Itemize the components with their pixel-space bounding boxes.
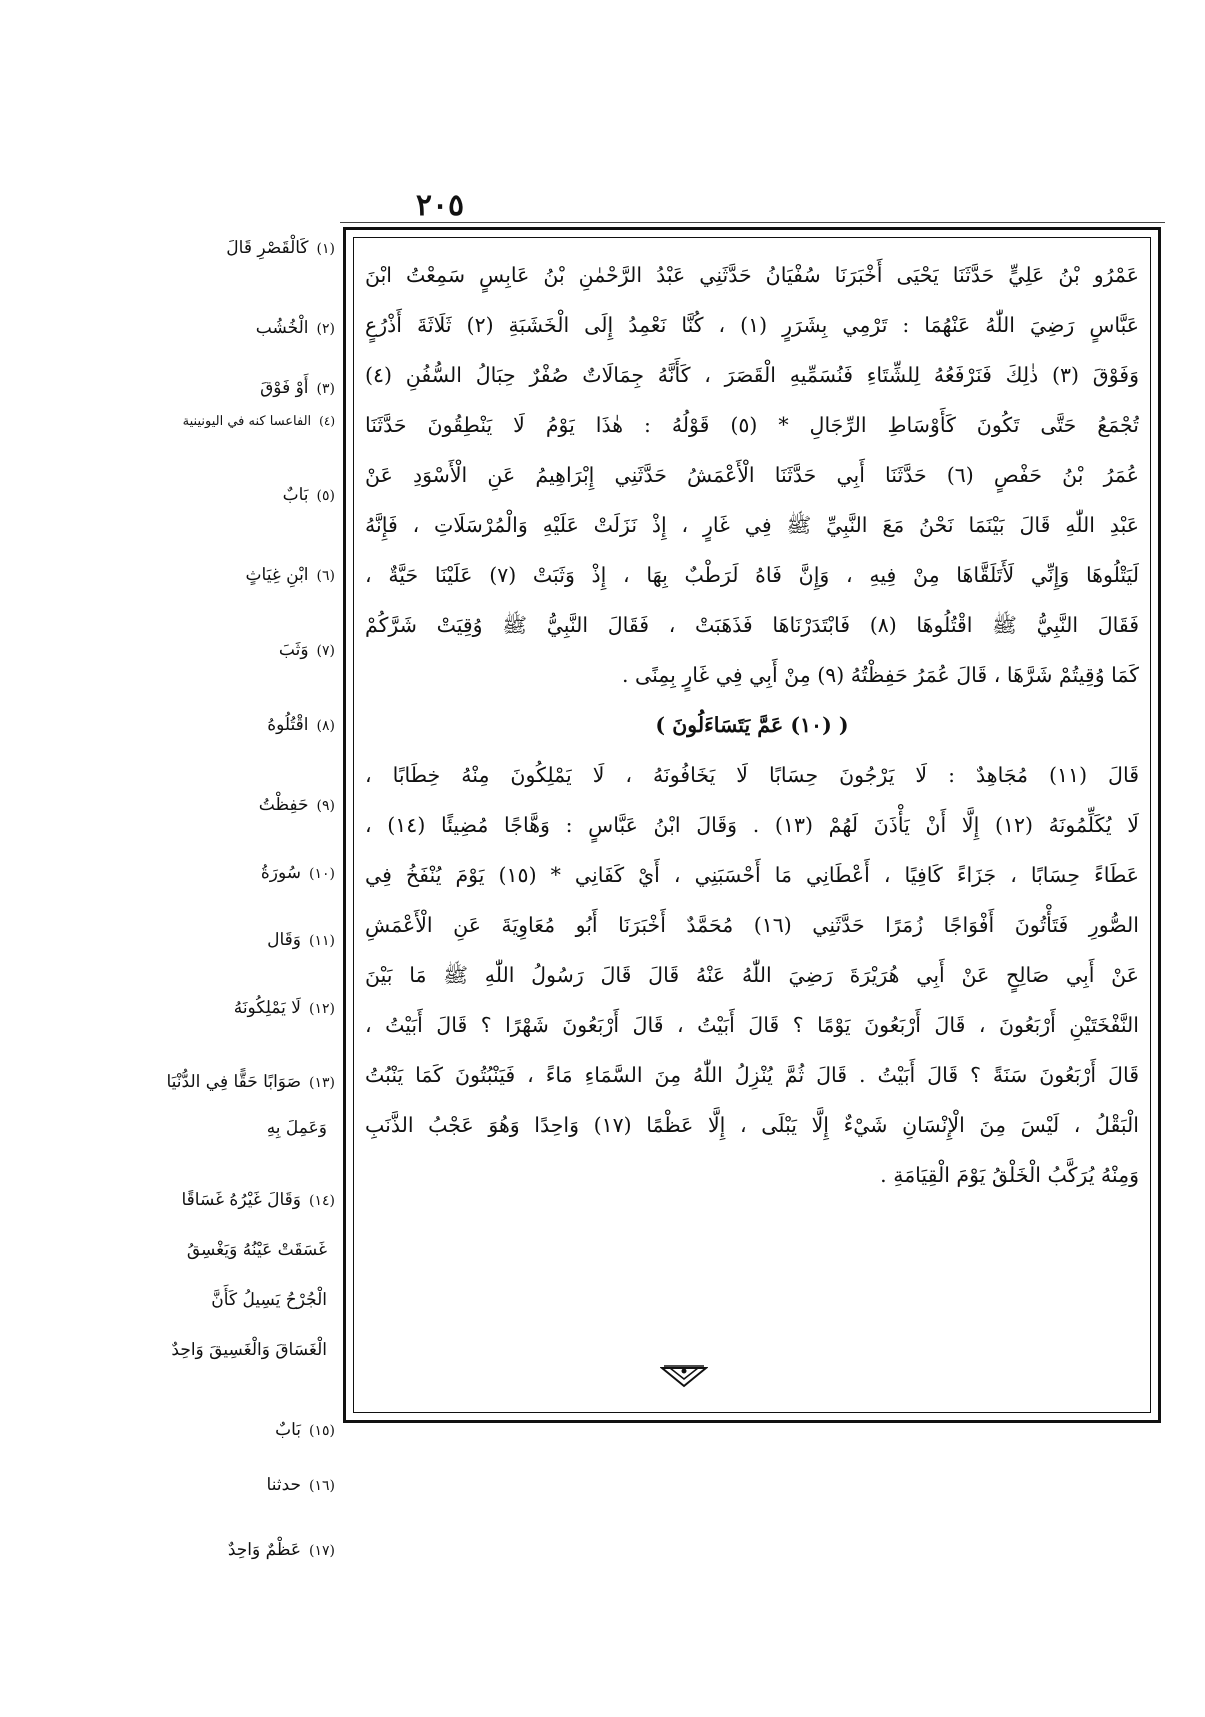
margin-note: (٤)الفاعسا كنه في اليونينية <box>182 414 335 429</box>
main-text-block <box>365 250 1139 1200</box>
margin-note: (١٢)لَا يَمْلِكُونَهُ <box>233 998 335 1018</box>
main-line: وَمِنْهُ يُرَكَّبُ الْخَلْقُ يَوْمَ الْقِيَامَةِ . <box>880 1163 1139 1187</box>
main-line: الْبَقْلُ ، لَيْسَ مِنَ الْإِنْسَانِ شَيْءٌ إِلَّا يَبْلَى ، إِلَّا عَظْمًا (١٧) وَاحِدًا وَهُوَ عَجْبُ الذَّنَبِ <box>365 1113 1139 1137</box>
main-line: الصُّورِ فَتَأْتُونَ أَفْوَاجًا زُمَرًا حَدَّثَنِي (١٦) مُحَمَّدٌ أَخْبَرَنَا أَبُو مُعَاوِيَةَ عَنِ الْأَعْمَشِ <box>365 913 1139 937</box>
main-line: عَنْ أَبِي صَالِحٍ عَنْ أَبِي هُرَيْرَةَ رَضِيَ اللّٰهُ عَنْهُ قَالَ قَالَ رَسُولُ اللّٰهِ ﷺ مَا بَيْنَ <box>365 963 1139 987</box>
ornament-icon <box>660 1362 708 1390</box>
margin-note: (٦)ابْنِ غِيَاثٍ <box>245 565 335 585</box>
margin-note: (١١)وَقَال <box>267 930 335 950</box>
main-line: عَطَاءً حِسَابًا ، جَزَاءً كَافِيًا ، أَعْطَانِي مَا أَحْسَبَنِي ، أَيْ كَفَانِي * (١٥) يَوْمَ يُنْفَخُ فِي <box>365 863 1139 887</box>
main-line: لَا يُكَلِّمُونَهُ (١٢) إِلَّا أَنْ يَأْذَنَ لَهُمْ (١٣) . وَقَالَ ابْنُ عَبَّاسٍ : وَهَّاجًا مُضِيئًا (١٤) ، <box>365 813 1139 837</box>
margin-note: (١)كَالْقَصْرِ قَالَ <box>226 238 335 258</box>
main-line: كَمَا وُقِيتُمْ شَرَّهَا ، قَالَ عُمَرُ حَفِظْتُهُ (٩) مِنْ أَبِي فِي غَارٍ بِمِنًى . <box>621 663 1139 687</box>
margin-note: (٨)اقْتُلُوهُ <box>267 715 335 735</box>
margin-note: وَعَمِلَ بِهِ <box>266 1118 327 1138</box>
chapter-heading: ( (١٠) عَمَّ يَتَسَاءَلُونَ ) <box>655 713 849 737</box>
margin-note: غَسَقَتْ عَيْنُهُ وَيَغْسِقُ <box>186 1240 327 1260</box>
margin-note: (١٧)عَظْمٌ وَاحِدٌ <box>227 1540 335 1560</box>
margin-note: (١٥)بَابٌ <box>275 1420 335 1440</box>
margin-note: (٣)أَوْ فَوْقَ <box>260 378 335 398</box>
main-line: لَيَتْلُوهَا وَإِنِّي لَأَتَلَقَّاهَا مِنْ فِيهِ ، وَإِنَّ فَاهُ لَرَطْبٌ بِهَا ، إِذْ وَثَبَتْ (٧) عَلَيْنَا حَيَّةٌ ، <box>365 563 1139 587</box>
margin-note: (٩)حَفِظْتُ <box>258 795 335 815</box>
main-line: عَمْرُو بْنُ عَلِيٍّ حَدَّثَنَا يَحْيَى أَخْبَرَنَا سُفْيَانُ حَدَّثَنِي عَبْدُ الرَّحْمٰنِ بْنُ عَابِسٍ سَمِعْتُ ابْنَ <box>365 263 1139 287</box>
top-rule <box>340 222 1165 223</box>
margin-note: (٥)بَابٌ <box>282 485 335 505</box>
main-line: تُجْمَعُ حَتَّى تَكُونَ كَأَوْسَاطِ الرِّجَالِ * (٥) قَوْلُهُ : هٰذَا يَوْمُ لَا يَنْطِقُونَ حَدَّثَنَا <box>365 413 1139 437</box>
margin-note: (١٦)حدثنا <box>266 1475 335 1495</box>
main-line: وَفَوْقَ (٣) ذٰلِكَ فَنَرْفَعُهُ لِلشِّتَاءِ فَنُسَمِّيهِ الْقَصَرَ ، كَأَنَّهُ جِمَالَاتٌ صُفْرٌ حِبَالُ السُّفُنِ (٤) <box>365 363 1139 387</box>
main-line: النَّفْخَتَيْنِ أَرْبَعُونَ ، قَالَ أَرْبَعُونَ يَوْمًا ؟ قَالَ أَبَيْتُ ، قَالَ أَرْبَعُونَ شَهْرًا ؟ قَالَ أَبَيْتُ ، <box>365 1013 1139 1037</box>
margin-note: الْغَسَاقَ وَالْغَسِيقَ وَاحِدٌ <box>171 1340 327 1360</box>
main-line: قَالَ (١١) مُجَاهِدٌ : لَا يَرْجُونَ حِسَابًا لَا يَخَافُونَهُ ، لَا يَمْلِكُونَ مِنْهُ خِطَابًا ، <box>365 763 1139 787</box>
margin-note: (٧)وَثَبَ <box>278 640 335 660</box>
page-number: ٢٠٥ <box>415 188 465 223</box>
margin-note: (١٤)وَقَالَ غَيْرُهُ غَسَاقًا <box>181 1190 335 1210</box>
margin-note: (٢)الْخُشُب <box>255 318 335 338</box>
main-line: قَالَ أَرْبَعُونَ سَنَةً ؟ قَالَ أَبَيْتُ . قَالَ ثُمَّ يُنْزِلُ اللّٰهُ مِنَ السَّمَاءِ مَاءً ، فَيَنْبُتُونَ كَمَا يَنْبُتُ <box>365 1063 1139 1087</box>
margin-note: (١٣)صَوَابًا حَقًّا فِي الدُّنْيَا <box>166 1072 335 1092</box>
main-line: فَقَالَ النَّبِيُّ ﷺ اقْتُلُوهَا (٨) فَابْتَدَرْنَاهَا فَذَهَبَتْ ، فَقَالَ النَّبِيُّ ﷺ وُقِيَتْ شَرَّكُمْ <box>365 613 1139 637</box>
main-line: عُمَرُ بْنُ حَفْصٍ (٦) حَدَّثَنَا أَبِي حَدَّثَنَا الْأَعْمَشُ حَدَّثَنِي إِبْرَاهِيمُ عَنِ الْأَسْوَدِ عَنْ <box>365 463 1139 487</box>
main-line: عَبْدِ اللّٰهِ قَالَ بَيْنَمَا نَحْنُ مَعَ النَّبِيِّ ﷺ فِي غَارٍ ، إِذْ نَزَلَتْ عَلَيْهِ وَالْمُرْسَلَاتِ ، فَإِنَّهُ <box>365 513 1139 537</box>
margin-note: (١٠)سُورَةُ <box>260 863 335 883</box>
margin-note: الْجُرْحُ يَسِيلُ كَأَنَّ <box>211 1290 327 1310</box>
main-line: عَبَّاسٍ رَضِيَ اللّٰهُ عَنْهُمَا : تَرْمِي بِشَرَرٍ (١) ، كُنَّا نَعْمِدُ إِلَى الْخَشَبَةِ (٢) ثَلَاثَةَ أَذْرُعٍ <box>365 313 1139 337</box>
